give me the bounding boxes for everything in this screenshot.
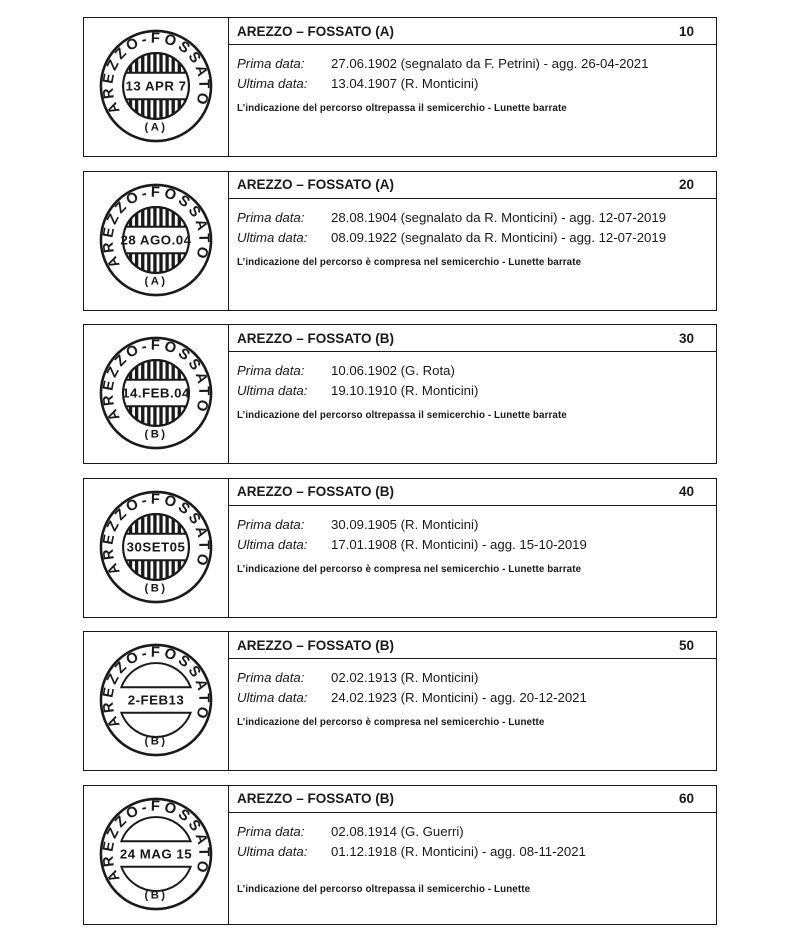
postmark-stamp xyxy=(97,795,215,913)
prima-data-row xyxy=(237,822,706,842)
entry-title: AREZZO – FOSSATO (A) xyxy=(237,23,395,39)
ultima-data-row xyxy=(237,74,706,94)
entry-number: 10 xyxy=(678,23,694,39)
postmark-entry xyxy=(83,478,717,618)
ultima-data-label: Ultima data: xyxy=(237,229,308,245)
entry-number: 30 xyxy=(678,330,694,346)
prima-data-label: Prima data: xyxy=(237,823,305,839)
stamp-lower-lunette xyxy=(121,713,190,737)
entry-content xyxy=(229,479,716,617)
prima-data-label: Prima data: xyxy=(237,209,305,225)
entry-note: L’indicazione del percorso oltrepassa il semicerchio - Lunette barrate xyxy=(237,410,567,422)
entry-number: 20 xyxy=(678,177,694,193)
ultima-data-value: 01.12.1918 (R. Monticini) - agg. 08-11-2021 xyxy=(331,843,586,859)
prima-data-row xyxy=(237,668,706,688)
ultima-data-value: 08.09.1922 (segnalato da R. Monticini) - agg. 12-07-2019 xyxy=(331,229,667,245)
entry-content xyxy=(229,786,716,924)
postmark-stamp-cell xyxy=(84,632,229,770)
entry-body xyxy=(229,659,716,728)
stamp-letter: (B) xyxy=(144,428,168,441)
stamp-date: 24 MAG 15 xyxy=(119,846,193,862)
stamp-lower-lunette-barred xyxy=(126,560,186,580)
ultima-data-row xyxy=(237,535,706,555)
postmark-entry xyxy=(83,324,717,464)
ultima-data-row xyxy=(237,688,706,708)
entry-header xyxy=(229,632,716,659)
stamp-ring-text: AREZZO-FOSSATO xyxy=(100,798,212,885)
entries-list xyxy=(83,17,717,925)
ultima-data-value: 17.01.1908 (R. Monticini) - agg. 15-10-2019 xyxy=(331,536,587,552)
ultima-data-row xyxy=(237,228,706,248)
entry-content xyxy=(229,632,716,770)
postmark-stamp-cell xyxy=(84,18,229,156)
ultima-data-value: 24.02.1923 (R. Monticini) - agg. 20-12-2021 xyxy=(331,690,587,706)
ultima-data-label: Ultima data: xyxy=(237,76,308,91)
prima-data-value: 30.09.1905 (R. Monticini) xyxy=(331,516,479,532)
postmark-stamp xyxy=(97,334,215,452)
prima-data-value: 02.08.1914 (G. Guerri) xyxy=(331,823,464,839)
stamp-ring-text: AREZZO-FOSSATO xyxy=(100,644,212,731)
stamp-ring-text: AREZZO-FOSSATO xyxy=(100,30,212,117)
entry-title: AREZZO – FOSSATO (A) xyxy=(237,177,395,193)
entry-body xyxy=(229,45,716,114)
entry-note: L’indicazione del percorso è compresa nel semicerchio - Lunette xyxy=(237,717,545,729)
entry-content xyxy=(229,18,716,156)
postmark-stamp xyxy=(97,641,215,759)
entry-title: AREZZO – FOSSATO (B) xyxy=(237,484,395,500)
prima-data-value: 02.02.1913 (R. Monticini) xyxy=(331,670,479,686)
postmark-stamp xyxy=(97,27,215,145)
stamp-ring-text: AREZZO-FOSSATO xyxy=(100,337,212,424)
stamp-upper-lunette-barred xyxy=(126,514,186,534)
postmark-entry xyxy=(83,631,717,771)
entry-body xyxy=(229,199,716,268)
ultima-data-label: Ultima data: xyxy=(237,690,308,706)
stamp-letter: (A) xyxy=(144,121,168,134)
entry-header xyxy=(229,172,716,199)
prima-data-row xyxy=(237,361,706,381)
entry-header xyxy=(229,18,716,45)
entry-number: 40 xyxy=(678,484,694,500)
stamp-upper-lunette-barred xyxy=(126,53,186,73)
prima-data-value: 10.06.1902 (G. Rota) xyxy=(331,363,455,379)
prima-data-value: 28.08.1904 (segnalato da R. Monticini) - agg. 12-07-2019 xyxy=(331,209,667,225)
postmark-entry xyxy=(83,785,717,925)
stamp-date: 2-FEB13 xyxy=(127,693,185,709)
prima-data-value: 27.06.1902 (segnalato da F. Petrini) - agg. 26-04-2021 xyxy=(331,56,649,71)
entry-title: AREZZO – FOSSATO (B) xyxy=(237,791,395,807)
entry-body xyxy=(229,352,716,421)
stamp-lower-lunette-barred xyxy=(126,253,186,273)
stamp-upper-lunette-barred xyxy=(126,207,186,227)
postmark-stamp-cell xyxy=(84,479,229,617)
prima-data-label: Prima data: xyxy=(237,56,305,71)
postmark-entry xyxy=(83,171,717,311)
stamp-ring-text: AREZZO-FOSSATO xyxy=(100,184,212,270)
entry-body xyxy=(229,506,716,575)
entry-body xyxy=(229,813,716,895)
stamp-lower-lunette-barred xyxy=(126,99,186,119)
stamp-date: 14.FEB.04 xyxy=(122,385,190,401)
stamp-letter: (A) xyxy=(144,275,168,288)
stamp-lower-lunette xyxy=(121,867,190,891)
entry-content xyxy=(229,172,716,310)
entry-title: AREZZO – FOSSATO (B) xyxy=(237,330,395,346)
ultima-data-row xyxy=(237,381,706,401)
postmark-stamp xyxy=(97,181,215,299)
stamp-date: 30SET05 xyxy=(126,539,186,555)
stamp-lower-lunette-barred xyxy=(126,406,186,426)
stamp-letter: (B) xyxy=(144,889,168,902)
postmark-stamp-cell xyxy=(84,172,229,310)
ultima-data-value: 19.10.1910 (R. Monticini) xyxy=(331,383,479,399)
ultima-data-row xyxy=(237,842,706,862)
prima-data-row xyxy=(237,515,706,535)
entry-note: L’indicazione del percorso oltrepassa il semicerchio - Lunette xyxy=(237,883,531,895)
stamp-upper-lunette-barred xyxy=(126,360,186,380)
postmark-stamp-cell xyxy=(84,325,229,463)
entry-header xyxy=(229,786,716,813)
ultima-data-label: Ultima data: xyxy=(237,536,308,552)
entry-note: L’indicazione del percorso è compresa nel semicerchio - Lunette barrate xyxy=(237,563,582,575)
stamp-date: 28 AGO.04 xyxy=(120,232,192,248)
prima-data-label: Prima data: xyxy=(237,670,305,686)
postmark-stamp-cell xyxy=(84,786,229,924)
prima-data-label: Prima data: xyxy=(237,363,305,379)
prima-data-row xyxy=(237,208,706,228)
postmark-entry xyxy=(83,17,717,157)
stamp-ring-text: AREZZO-FOSSATO xyxy=(100,491,212,578)
ultima-data-label: Ultima data: xyxy=(237,843,308,859)
entry-content xyxy=(229,325,716,463)
postmark-stamp xyxy=(97,488,215,606)
ultima-data-value: 13.04.1907 (R. Monticini) xyxy=(331,76,479,91)
entry-header xyxy=(229,325,716,352)
entry-title: AREZZO – FOSSATO (B) xyxy=(237,637,395,653)
entry-note: L’indicazione del percorso oltrepassa il semicerchio - Lunette barrate xyxy=(237,103,567,114)
stamp-date: 13 APR 7 xyxy=(125,78,187,94)
stamp-letter: (B) xyxy=(144,736,168,749)
prima-data-label: Prima data: xyxy=(237,516,305,532)
prima-data-row xyxy=(237,54,706,74)
stamp-letter: (B) xyxy=(144,582,168,595)
entry-note: L’indicazione del percorso è compresa nel semicerchio - Lunette barrate xyxy=(237,256,582,268)
entry-number: 50 xyxy=(678,637,694,653)
ultima-data-label: Ultima data: xyxy=(237,383,308,399)
entry-header xyxy=(229,479,716,506)
entry-number: 60 xyxy=(678,791,694,807)
